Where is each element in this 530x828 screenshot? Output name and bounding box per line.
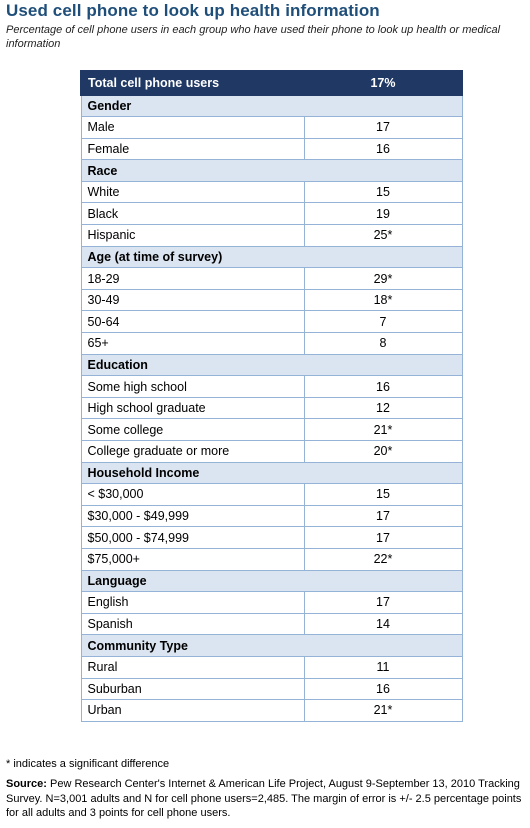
row-value: 19 <box>304 203 462 225</box>
row-value: 21* <box>304 419 462 441</box>
row-label: $50,000 - $74,999 <box>81 527 304 549</box>
table-row <box>81 397 462 419</box>
table-row <box>81 181 462 203</box>
footnote: * indicates a significant difference <box>6 758 170 770</box>
row-value: 15 <box>304 484 462 506</box>
row-label: Urban <box>81 700 304 722</box>
row-label: White <box>81 181 304 203</box>
row-value: 8 <box>304 333 462 355</box>
table-row <box>81 138 462 160</box>
table-row <box>81 311 462 333</box>
row-label: College graduate or more <box>81 441 304 463</box>
chart-title: Used cell phone to look up health information <box>6 1 380 20</box>
row-value: 18* <box>304 289 462 311</box>
table-row <box>81 678 462 700</box>
section-heading: Race <box>81 160 462 182</box>
section-row <box>81 95 462 117</box>
row-label: High school graduate <box>81 397 304 419</box>
row-label: Suburban <box>81 678 304 700</box>
section-heading: Education <box>81 354 462 376</box>
row-label: Black <box>81 203 304 225</box>
row-value: 25* <box>304 225 462 247</box>
row-value: 16 <box>304 138 462 160</box>
header-value: 17% <box>304 71 462 95</box>
row-label: 65+ <box>81 333 304 355</box>
section-heading: Age (at time of survey) <box>81 246 462 268</box>
section-row <box>81 570 462 592</box>
table-row <box>81 505 462 527</box>
row-label: Hispanic <box>81 225 304 247</box>
row-value: 21* <box>304 700 462 722</box>
row-label: < $30,000 <box>81 484 304 506</box>
table-row <box>81 268 462 290</box>
section-row <box>81 246 462 268</box>
chart-subtitle: Percentage of cell phone users in each group who have used their phone to look up health or medical information <box>6 24 501 50</box>
table-row <box>81 700 462 722</box>
row-value: 16 <box>304 678 462 700</box>
table-row <box>81 613 462 635</box>
row-label: English <box>81 592 304 614</box>
source-text: Pew Research Center's Internet & American Life Project, August 9-September 13, 2010 Tracking Survey. N=3,001 adults and N for cell phone users=2,485. The margin of error is +/- 2.5 percentage points for all adults and 3 points for cell phone users. <box>6 778 522 819</box>
table-row <box>81 117 462 139</box>
row-value: 17 <box>304 117 462 139</box>
table-row <box>81 289 462 311</box>
section-heading: Gender <box>81 95 462 117</box>
table-row <box>81 225 462 247</box>
row-value: 11 <box>304 656 462 678</box>
row-value: 29* <box>304 268 462 290</box>
row-label: $75,000+ <box>81 548 304 570</box>
row-value: 20* <box>304 441 462 463</box>
table-row <box>81 484 462 506</box>
table-row <box>81 527 462 549</box>
row-value: 17 <box>304 505 462 527</box>
row-label: Some high school <box>81 376 304 398</box>
row-label: Some college <box>81 419 304 441</box>
row-value: 7 <box>304 311 462 333</box>
table-body <box>81 71 462 721</box>
row-value: 17 <box>304 527 462 549</box>
table-row <box>81 333 462 355</box>
section-row <box>81 462 462 484</box>
table-row <box>81 203 462 225</box>
table-row <box>81 548 462 570</box>
table-header-row <box>81 71 462 95</box>
source-note <box>6 777 528 821</box>
row-label: $30,000 - $49,999 <box>81 505 304 527</box>
data-table <box>80 70 463 722</box>
row-value: 22* <box>304 548 462 570</box>
row-label: Male <box>81 117 304 139</box>
table-row <box>81 419 462 441</box>
section-row <box>81 354 462 376</box>
row-value: 16 <box>304 376 462 398</box>
row-label: Female <box>81 138 304 160</box>
row-label: Spanish <box>81 613 304 635</box>
section-row <box>81 160 462 182</box>
section-row <box>81 635 462 657</box>
row-value: 15 <box>304 181 462 203</box>
section-heading: Household Income <box>81 462 462 484</box>
row-value: 14 <box>304 613 462 635</box>
table-row <box>81 592 462 614</box>
row-value: 12 <box>304 397 462 419</box>
table-row <box>81 441 462 463</box>
section-heading: Language <box>81 570 462 592</box>
row-label: Rural <box>81 656 304 678</box>
section-heading: Community Type <box>81 635 462 657</box>
row-label: 18-29 <box>81 268 304 290</box>
table-row <box>81 376 462 398</box>
source-label: Source: <box>6 778 47 790</box>
row-label: 50-64 <box>81 311 304 333</box>
header-label: Total cell phone users <box>81 71 304 95</box>
table-row <box>81 656 462 678</box>
row-value: 17 <box>304 592 462 614</box>
row-label: 30-49 <box>81 289 304 311</box>
